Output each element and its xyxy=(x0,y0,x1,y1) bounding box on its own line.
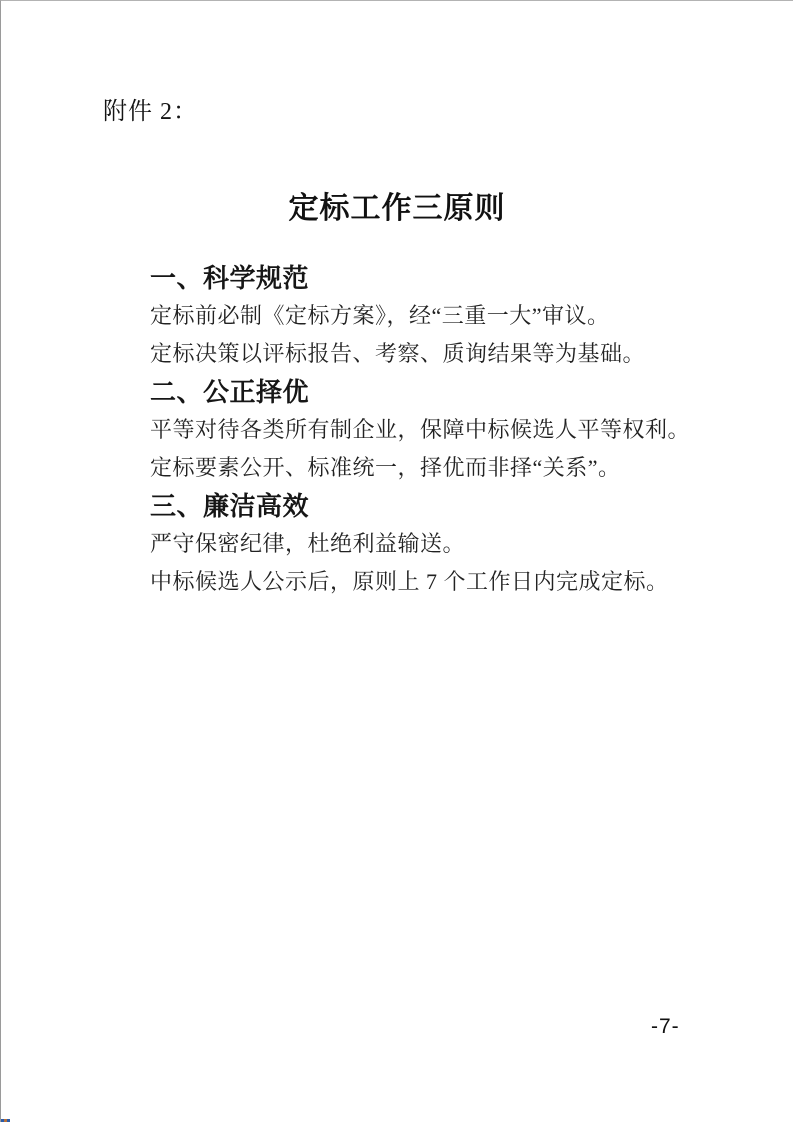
body-line: 平等对待各类所有制企业，保障中标候选人平等权利。 xyxy=(150,417,691,442)
section-3 xyxy=(150,487,710,601)
section-heading: 三、廉洁高效 xyxy=(150,491,310,521)
section-heading: 一、科学规范 xyxy=(150,263,310,293)
body-line: 严守保密纪律，杜绝利益输送。 xyxy=(150,531,466,556)
attachment-label: 附件 2： xyxy=(103,99,198,125)
section-2 xyxy=(150,373,710,487)
body-line: 定标要素公开、标准统一，择优而非择“关系”。 xyxy=(150,455,621,480)
page-number: -7- xyxy=(651,1015,680,1038)
page-title: 定标工作三原则 xyxy=(288,192,506,225)
body-line: 中标候选人公示后，原则上 7 个工作日内完成定标。 xyxy=(150,569,669,594)
section-heading: 二、公正择优 xyxy=(150,377,310,407)
document-body xyxy=(150,259,710,601)
body-line: 定标前必制《定标方案》，经“三重一大”审议。 xyxy=(150,303,610,328)
section-1 xyxy=(150,259,710,373)
body-line: 定标决策以评标报告、考察、质询结果等为基础。 xyxy=(150,341,646,366)
